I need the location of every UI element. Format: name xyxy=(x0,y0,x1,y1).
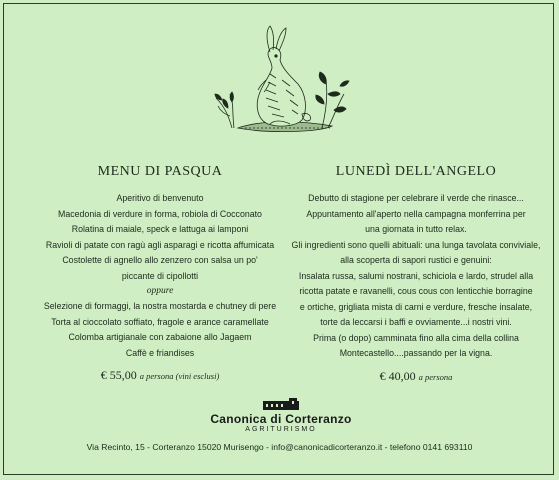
menu-item: Colomba artigianale con zabaione allo Jagaem xyxy=(68,332,252,342)
menu-item: Aperitivo di benvenuto xyxy=(116,193,204,203)
menu-item: piccante di cipollotti xyxy=(121,270,199,281)
brand-logo xyxy=(201,398,361,438)
menu-item: Rolatina di maiale, speck e lattuga ai lamponi xyxy=(71,224,249,234)
brand-name: Canonica di Corteranzo xyxy=(210,412,352,426)
easter-monday-price-note: a persona xyxy=(418,371,453,382)
menu-item: Costolette di agnello allo zenzero con salsa un po' xyxy=(62,255,258,265)
easter-menu-column xyxy=(40,164,280,383)
description-line: Montecastello....passando per la vigna. xyxy=(339,348,493,358)
easter-monday-price-row xyxy=(286,369,546,384)
description-line: Gli ingredienti sono quelli abituali: una lunga tavolata conviviale, xyxy=(291,239,541,250)
description-line: e ortiche, grigliata mista di carni e verdure, fresche insalate, xyxy=(299,301,533,312)
easter-menu-price: € 55,00 xyxy=(100,368,137,382)
menu-item: Selezione di formaggi, la nostra mostarda e chutney di pere xyxy=(43,301,277,311)
description-line: Insalata russa, salumi nostrani, schiciola e lardo, strudel alla xyxy=(298,270,534,281)
menu-separator: oppure xyxy=(146,286,174,296)
easter-menu-price-row xyxy=(40,368,280,383)
description-line: Debutto di stagione per celebrare il verde che rinasce... xyxy=(308,193,524,203)
menu-item: Ravioli di patate con ragù agli asparagi e ricotta affumicata xyxy=(45,239,275,250)
easter-menu-title: MENU DI PASQUA xyxy=(97,164,223,179)
menu-item: Macedonia di verdure in forma, robiola di Cocconato xyxy=(58,208,262,219)
footer-contact: Via Recinto, 15 - Corteranzo 15020 Murisengo - info@canonicadicorteranzo.it - telefono 0141 693110 xyxy=(86,442,473,452)
description-line: Appuntamento all'aperto nella campagna monferrina per xyxy=(306,208,526,219)
description-line: Prima (o dopo) camminata fino alla cima della collina xyxy=(313,332,519,343)
easter-monday-price: € 40,00 xyxy=(379,368,416,383)
description-line: una giornata in tutto relax. xyxy=(365,224,467,234)
rabbit-illustration-icon xyxy=(210,24,360,144)
menu-item: Torta al cioccolato soffiato, fragole e arance caramellate xyxy=(51,316,269,327)
menu-item: Caffè e friandises xyxy=(125,347,195,358)
building-logo-icon xyxy=(263,398,299,410)
brand-subtitle: AGRITURISMO xyxy=(245,426,317,433)
description-line: alla scoperta di sapori rustici e genuini: xyxy=(340,255,492,265)
easter-monday-title: LUNEDÌ DELL'ANGELO xyxy=(335,164,497,179)
easter-menu-price-note: a persona (vini esclusi) xyxy=(139,371,220,381)
description-line: torte da leccarsi i baffi e ovviamente...i nostri vini. xyxy=(320,317,512,327)
description-line: ricotta patate e ravanelli, cous cous con lenticchie borragine xyxy=(299,286,533,296)
easter-monday-column xyxy=(286,164,546,384)
